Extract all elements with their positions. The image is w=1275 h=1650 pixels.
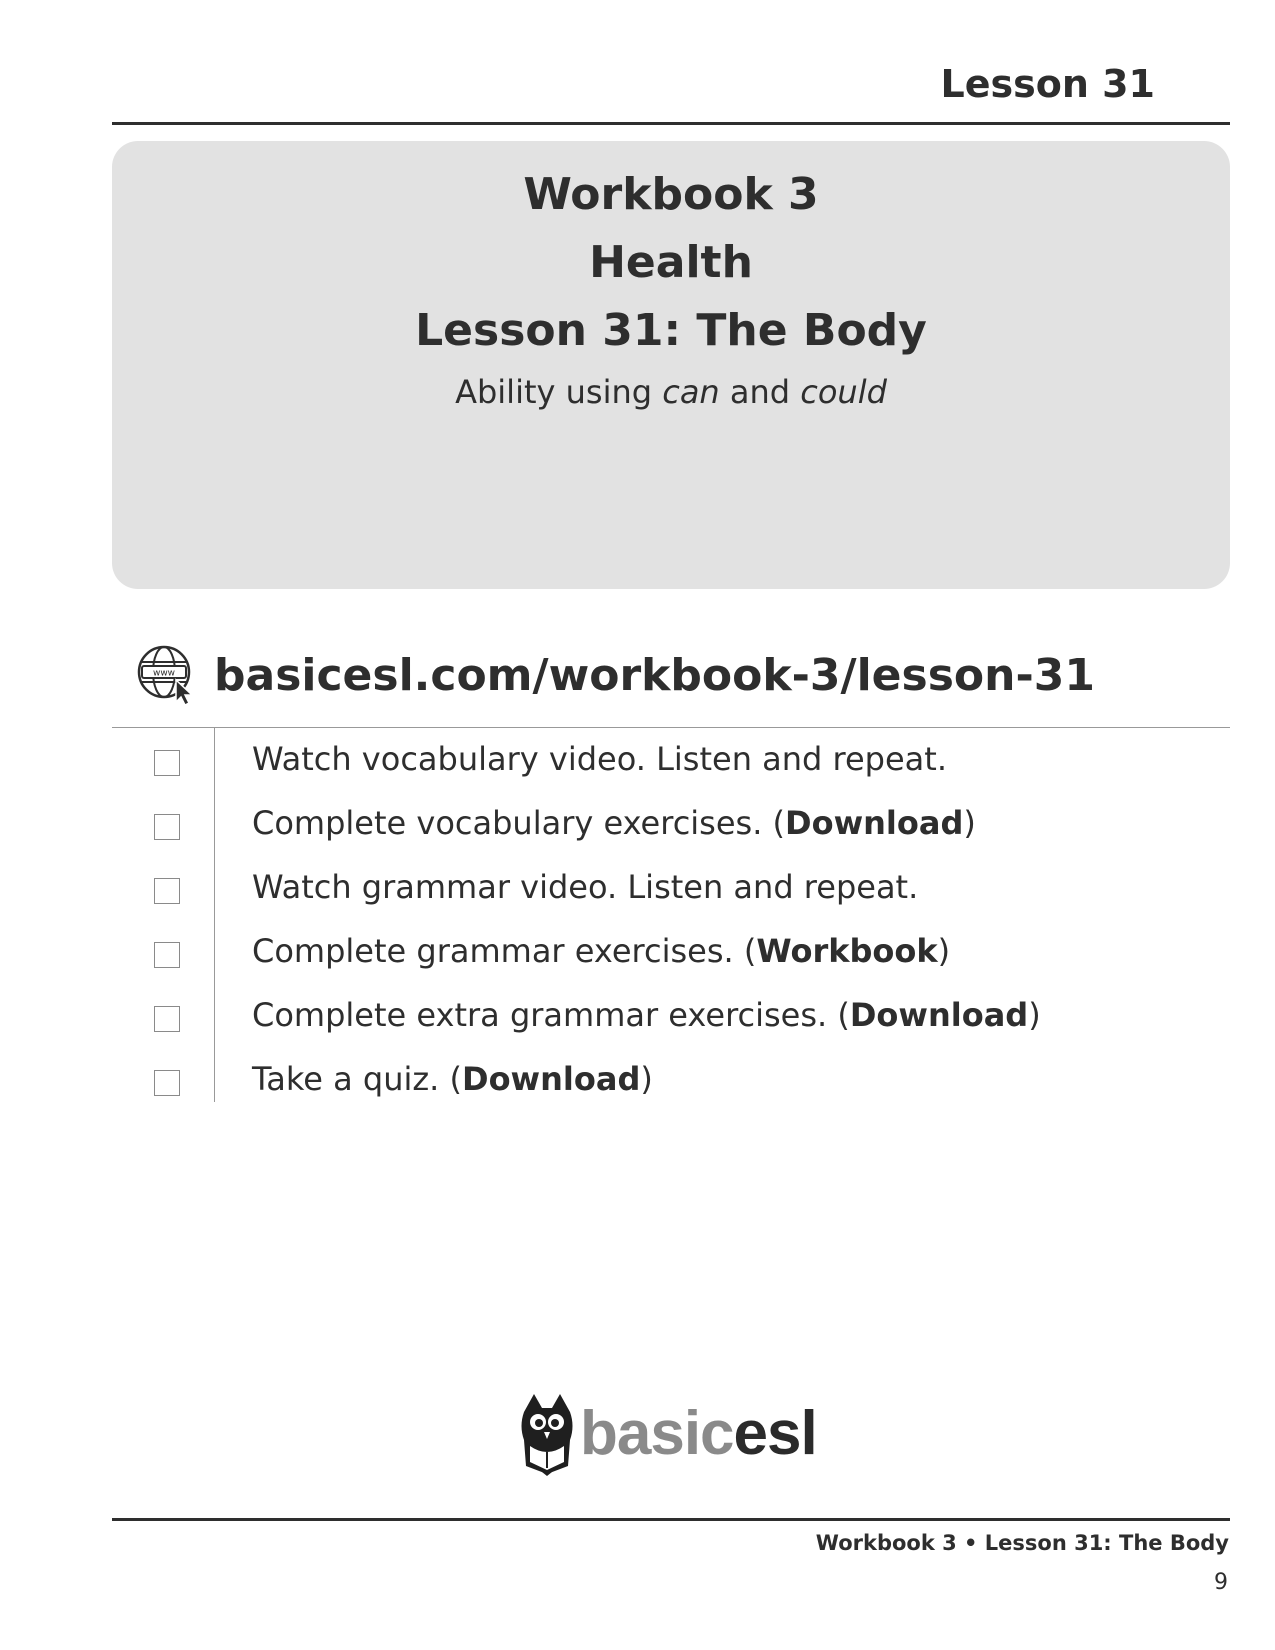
task-text-2-main: Complete vocabulary exercises. (	[252, 804, 786, 842]
basicesl-logo	[518, 1392, 817, 1476]
task-text-4-main: Complete grammar exercises. (	[252, 932, 757, 970]
task-text-4-close: )	[937, 932, 951, 970]
task-checkbox-4[interactable]	[154, 942, 180, 968]
task-checkbox-6[interactable]	[154, 1070, 180, 1096]
task-text-3	[252, 868, 918, 906]
task-text-5	[252, 996, 1041, 1034]
task-text-1-main: Watch vocabulary video. Listen and repeat.	[252, 740, 947, 778]
task-text-4-source: Workbook	[756, 932, 938, 970]
task-item-2	[0, 798, 1275, 862]
subtitle-can: can	[662, 373, 720, 411]
task-text-5-source: Download	[849, 996, 1029, 1034]
task-item-5	[0, 990, 1275, 1054]
task-checklist	[0, 734, 1275, 1118]
task-text-6-main: Take a quiz. (	[252, 1060, 462, 1098]
page-number: 9	[1214, 1570, 1228, 1595]
unit-title: Health	[589, 237, 753, 288]
svg-text:www: www	[152, 668, 176, 679]
task-checkbox-2[interactable]	[154, 814, 180, 840]
title-box	[112, 141, 1230, 589]
task-text-2-source: Download	[785, 804, 964, 842]
task-text-6	[252, 1060, 653, 1098]
lesson-title: Lesson 31: The Body	[415, 305, 927, 356]
task-checkbox-3[interactable]	[154, 878, 180, 904]
task-item-4	[0, 926, 1275, 990]
owl-icon	[518, 1392, 576, 1476]
task-text-4	[252, 932, 950, 970]
task-text-5-close: )	[1028, 996, 1041, 1034]
lesson-subtitle	[112, 373, 1230, 411]
lesson-url-link[interactable]: basicesl.com/workbook-3/lesson-31	[214, 649, 1095, 701]
checklist-top-divider	[112, 727, 1230, 728]
lesson-link-row[interactable]	[136, 640, 1095, 710]
logo-basic-text: basic	[580, 1399, 734, 1468]
task-item-1	[0, 734, 1275, 798]
logo-wordmark	[580, 1399, 817, 1468]
subtitle-middle: and	[719, 373, 801, 411]
task-text-6-source: Download	[462, 1060, 641, 1098]
task-text-5-main: Complete extra grammar exercises. (	[252, 996, 850, 1034]
task-text-1	[252, 740, 947, 778]
logo-esl-text: esl	[733, 1399, 817, 1468]
footer-title: Workbook 3 • Lesson 31: The Body	[815, 1531, 1229, 1555]
globe-www-cursor-icon	[136, 644, 198, 706]
task-checkbox-1[interactable]	[154, 750, 180, 776]
footer-divider	[112, 1518, 1230, 1521]
task-text-6-close: )	[640, 1060, 653, 1098]
task-text-3-main: Watch grammar video. Listen and repeat.	[252, 868, 919, 906]
task-item-3	[0, 862, 1275, 926]
task-checkbox-5[interactable]	[154, 1006, 180, 1032]
workbook-title: Workbook 3	[523, 169, 819, 220]
task-text-2	[252, 804, 976, 842]
subtitle-prefix: Ability using	[455, 373, 663, 411]
header-divider	[112, 122, 1230, 125]
subtitle-could: could	[800, 373, 887, 411]
header-lesson-label: Lesson 31	[940, 62, 1155, 106]
task-text-2-close: )	[963, 804, 976, 842]
task-item-6	[0, 1054, 1275, 1118]
